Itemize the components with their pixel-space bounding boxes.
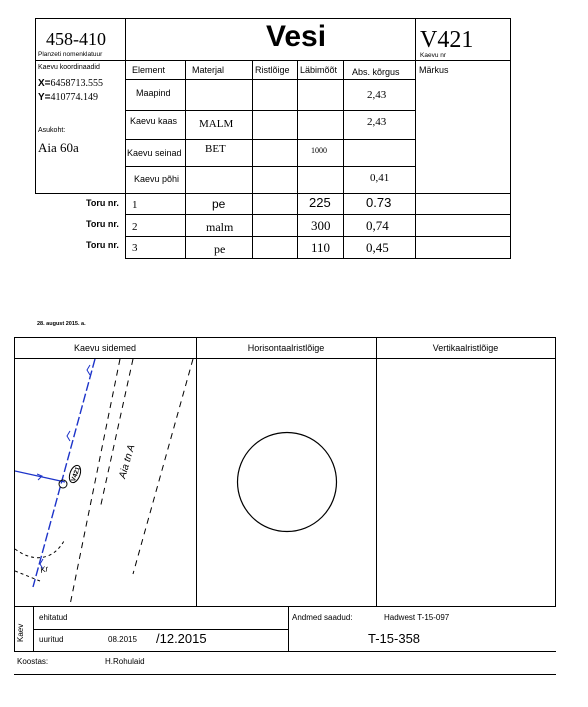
pipe-1-material: pe xyxy=(212,197,226,211)
row-height-ground: 2,43 xyxy=(367,89,387,101)
section-ties-header: Kaevu sidemed xyxy=(73,343,137,353)
pipe-3-label: Toru nr. xyxy=(86,240,119,250)
pipe-3-height: 0,45 xyxy=(366,240,389,255)
row-height-bottom: 0,41 xyxy=(370,172,390,184)
well-outline-circle xyxy=(238,433,337,532)
y-coord-label: Y= xyxy=(38,92,51,103)
built-label: ehitatud xyxy=(39,613,68,622)
surveyed-date-updated: /12.2015 xyxy=(156,631,207,646)
col-header-diameter: Läbimõõt xyxy=(300,65,338,75)
flow-arrow-icon xyxy=(87,365,90,375)
road-centre-line xyxy=(100,359,133,509)
page-title: Vesi xyxy=(265,20,327,53)
y-coord-value: 410774.149 xyxy=(50,92,99,103)
pipe-2-diameter: 300 xyxy=(311,218,331,233)
pipe-1-diameter: 225 xyxy=(309,195,331,210)
pipe-2-label: Toru nr. xyxy=(86,219,119,229)
col-header-note: Märkus xyxy=(419,65,449,75)
document-date: 28. august 2015. a. xyxy=(37,321,86,327)
footer-side-label: Kaev xyxy=(16,623,25,642)
coords-label: Kaevu koordinaadid xyxy=(38,64,100,71)
row-element-walls: Kaevu seinad xyxy=(127,148,182,158)
data-source-label: Andmed saadud: xyxy=(292,613,353,622)
author-label: Koostas: xyxy=(17,657,49,666)
road-edge-line xyxy=(133,359,193,574)
row-diameter-walls: 1000 xyxy=(311,146,327,155)
pipe-1-label: Toru nr. xyxy=(86,198,119,208)
pipe-3-number: 3 xyxy=(132,242,138,254)
row-material-cover: MALM xyxy=(199,118,234,130)
author-name: H.Rohulaid xyxy=(105,657,145,666)
surveyed-label: uuritud xyxy=(39,635,64,644)
street-label: Aia tn A xyxy=(117,443,138,480)
col-header-height: Abs. kõrgus xyxy=(352,67,400,77)
horizontal-section-drawing xyxy=(236,431,338,533)
section-vertical-header: Vertikaalristlõige xyxy=(432,343,499,353)
pipe-2-material: malm xyxy=(206,220,234,234)
surveyed-date: 08.2015 xyxy=(108,635,137,644)
well-tag-label: V421 xyxy=(70,466,82,483)
row-height-cover: 2,43 xyxy=(367,116,387,128)
location-label: Asukoht: xyxy=(38,127,66,134)
map-sheet-number: 458-410 xyxy=(46,29,106,49)
pipe-3-material: pe xyxy=(214,242,226,256)
col-header-material: Materjal xyxy=(192,65,225,75)
water-pipe-branch xyxy=(15,471,65,482)
row-element-ground: Maapind xyxy=(136,88,171,98)
pipe-3-diameter: 110 xyxy=(311,240,331,255)
pipe-2-height: 0,74 xyxy=(366,218,389,233)
row-element-bottom: Kaevu põhi xyxy=(134,174,180,184)
data-source-value: Hadwest T-15-097 xyxy=(384,613,450,622)
col-header-element: Element xyxy=(132,65,166,75)
flow-arrow-icon xyxy=(67,431,70,441)
location-value: Aia 60a xyxy=(38,140,79,155)
row-element-cover: Kaevu kaas xyxy=(130,116,178,126)
section-horizontal-header: Horisontaalristlõige xyxy=(247,343,325,353)
ties-sketch xyxy=(15,359,196,606)
curb-line xyxy=(15,539,65,558)
document-code: T-15-358 xyxy=(368,631,421,646)
pipe-1-number: 1 xyxy=(132,199,138,211)
road-edge-line xyxy=(70,359,120,605)
pipe-2-number: 2 xyxy=(132,221,138,233)
water-pipe-line xyxy=(33,359,95,587)
x-coord-value: 6458713.555 xyxy=(50,78,104,89)
x-coord-label: X= xyxy=(38,78,51,89)
well-number-label: Kaevu nr xyxy=(420,52,447,59)
pipe-1-height: 0.73 xyxy=(366,195,392,210)
kr-label: Kr xyxy=(39,564,50,575)
well-number: V421 xyxy=(420,27,474,53)
map-sheet-label: Planzeti nomenklatuur xyxy=(38,51,103,58)
col-header-section: Ristlõige xyxy=(255,65,290,75)
row-material-walls: BET xyxy=(205,143,226,155)
